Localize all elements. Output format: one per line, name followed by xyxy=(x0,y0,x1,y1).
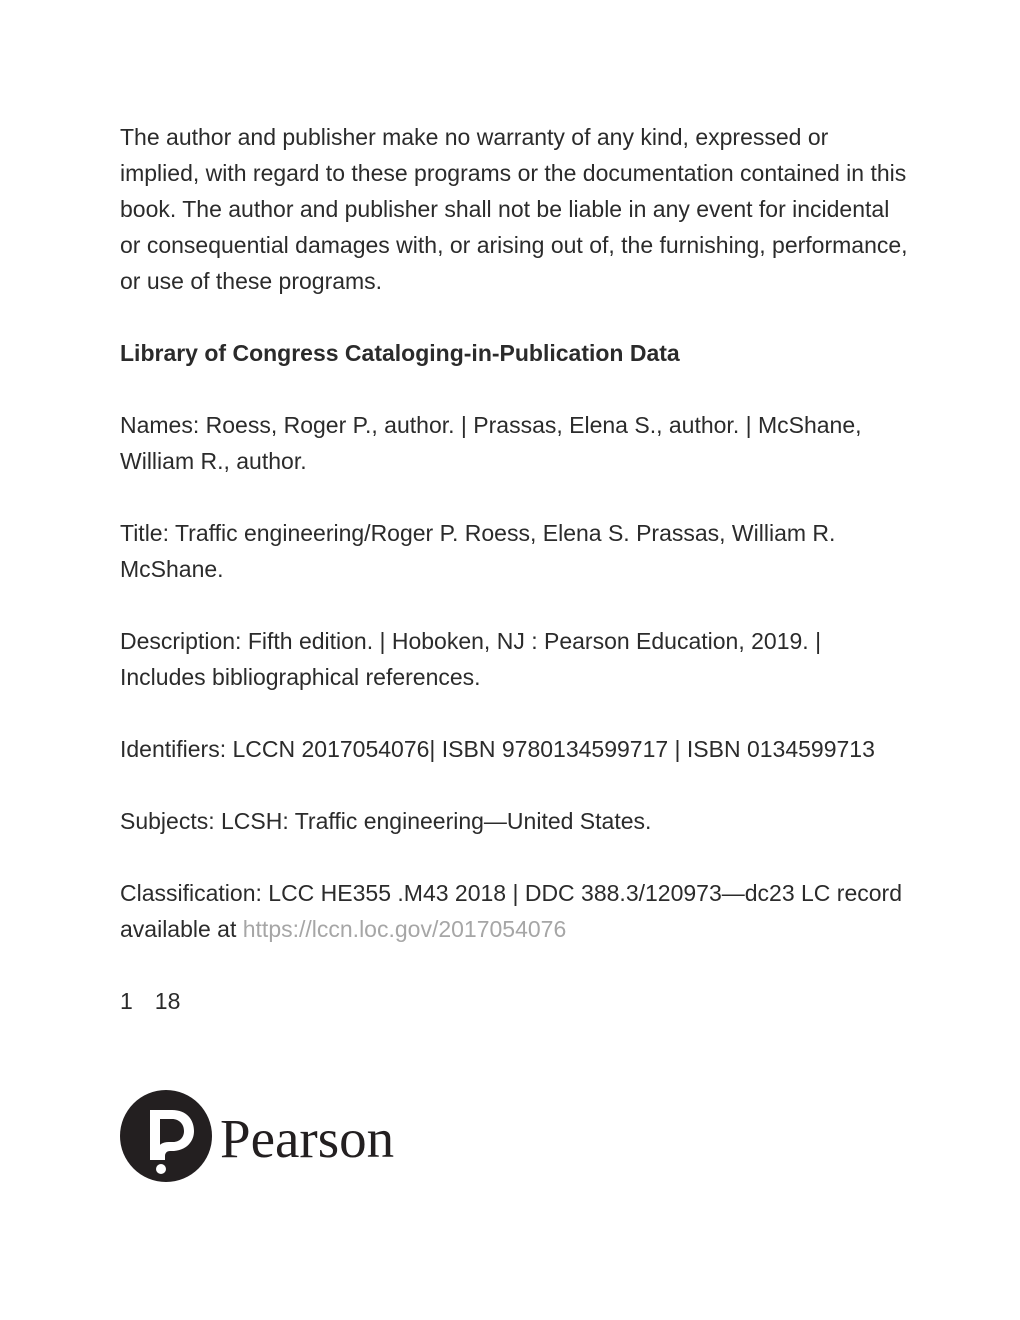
cip-title: Title: Traffic engineering/Roger P. Roess, Elena S. Prassas, William R. McShane. xyxy=(120,520,836,582)
lccn-record-link[interactable]: https://lccn.loc.gov/2017054076 xyxy=(242,916,567,942)
cip-classification-text: Classification: LCC HE355 .M43 2018 | DDC 388.3/120973—dc23 LC record available at xyxy=(120,880,902,942)
cip-description: Description: Fifth edition. | Hoboken, NJ : Pearson Education, 2019. | Includes bibliographical references. xyxy=(120,628,822,690)
cip-names: Names: Roess, Roger P., author. | Prassas, Elena S., author. | McShane, William R., author. xyxy=(120,412,862,474)
disclaimer-paragraph: The author and publisher make no warranty of any kind, expressed or implied, with regard to these programs or the documentation contained in this book. The author and publisher shall not be liable in any event for incidental or consequential damages with, or arising out of, the furnishing, performance, or use of these programs. xyxy=(120,124,908,294)
pearson-wordmark: Pearson xyxy=(220,1108,395,1169)
pearson-logo-dot xyxy=(156,1164,166,1174)
pearson-logo-circle xyxy=(120,1090,212,1182)
cip-identifiers: Identifiers: LCCN 2017054076| ISBN 9780134599717 | ISBN 0134599713 xyxy=(120,736,875,762)
cip-heading: Library of Congress Cataloging-in-Publication Data xyxy=(120,340,680,366)
print-line xyxy=(120,983,910,1019)
pearson-logo-graphic xyxy=(120,1090,430,1186)
print-line-second: 18 xyxy=(154,988,181,1014)
cip-subjects: Subjects: LCSH: Traffic engineering—United States. xyxy=(120,808,652,834)
cip-classification xyxy=(120,875,910,947)
copyright-page xyxy=(120,119,910,1055)
pearson-logo xyxy=(120,1090,430,1186)
print-line-first: 1 xyxy=(120,988,133,1014)
